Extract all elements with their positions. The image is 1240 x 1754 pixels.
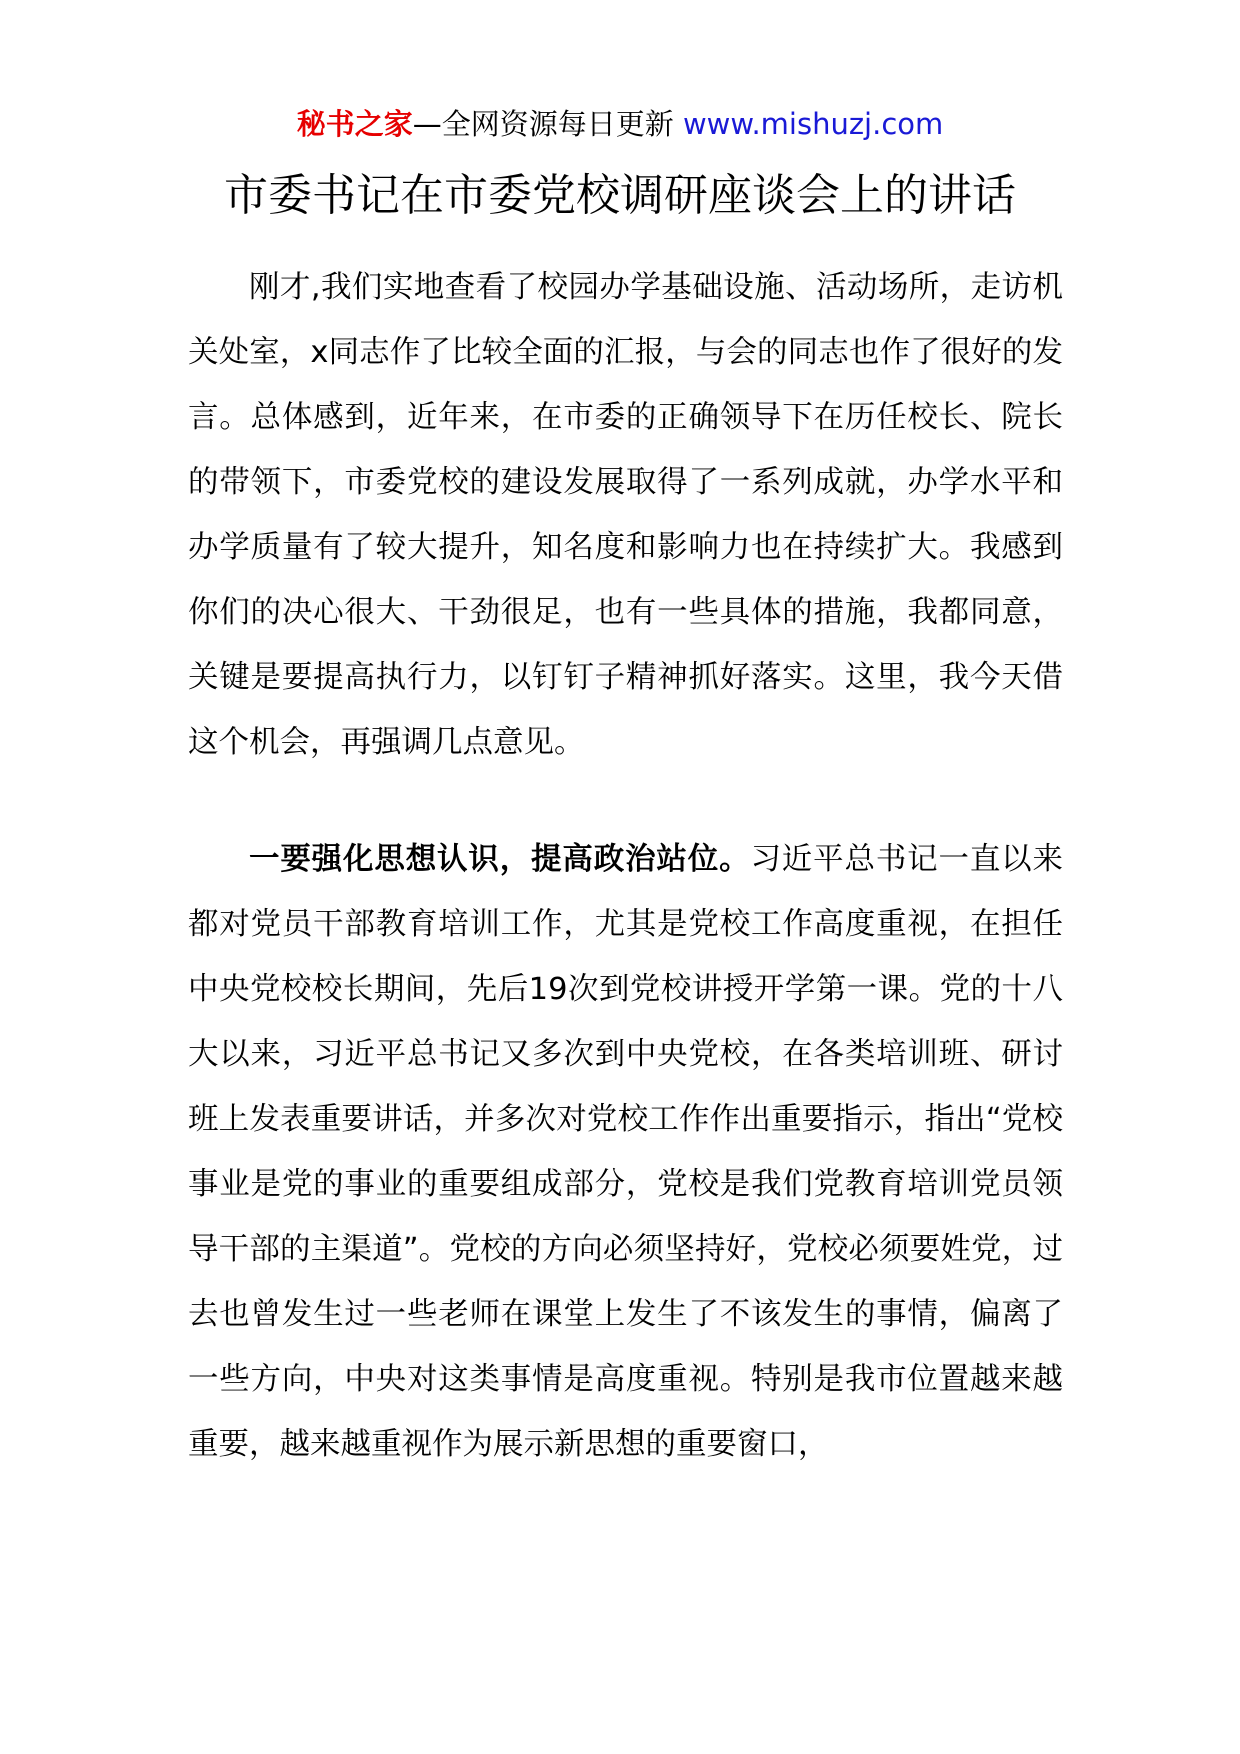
paragraph-2-lead: 一要强化思想认识，提高政治站位。 [249, 842, 751, 877]
site-header [0, 102, 1240, 146]
site-slogan: —全网资源每日更新 [412, 107, 683, 141]
paragraph-2 [188, 827, 1063, 1477]
paragraph-2-text: 习近平总书记一直以来都对党员干部教育培训工作，尤其是党校工作高度重视，在担任中央党校校长期间，先后19次到党校讲授开学第一课。党的十八大以来，习近平总书记又多次到中央党校，在各类培训班、研讨班上发表重要讲话，并多次对党校工作作出重要指示，指出“党校事业是党的事业的重要组成部分，党校是我们党教育培训党员领导干部的主渠道”。党校的方向必须坚持好，党校必须要姓党，过去也曾发生过一些老师在课堂上发生了不该发生的事情，偏离了一些方向，中央对这类事情是高度重视。特别是我市位置越来越重要，越来越重视作为展示新思想的重要窗口， [188, 842, 1064, 1462]
site-url-link[interactable]: www.mishuzj.com [682, 107, 944, 141]
paragraph-1 [188, 255, 1063, 775]
site-brand: 秘书之家 [296, 107, 413, 141]
document-title: 市委书记在市委党校调研座谈会上的讲话 [224, 170, 1016, 221]
paragraph-1-text: 刚才,我们实地查看了校园办学基础设施、活动场所，走访机关处室，x同志作了比较全面的汇报，与会的同志也作了很好的发言。总体感到，近年来，在市委的正确领导下在历任校长、院长的带领下，市委党校的建设发展取得了一系列成就，办学水平和办学质量有了较大提升，知名度和影响力也在持续扩大。我感到你们的决心很大、干劲很足，也有一些具体的措施，我都同意，关键是要提高执行力，以钉钉子精神抓好落实。这里，我今天借这个机会，再强调几点意见。 [188, 270, 1063, 760]
